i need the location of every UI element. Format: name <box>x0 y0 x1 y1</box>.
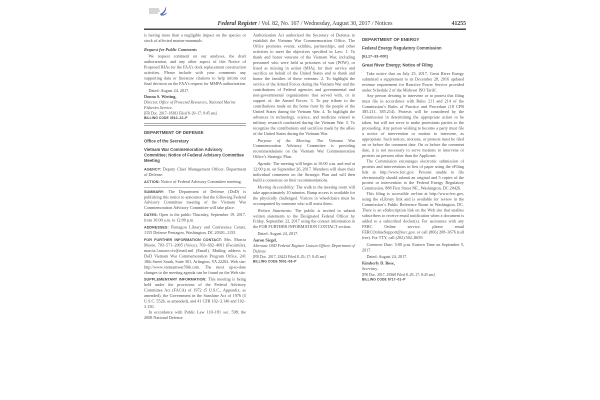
column-3 <box>362 33 464 284</box>
text-run: Vietnam War Commemoration Advisory Committee; Notice of Federal Advisory Committee Meeting <box>144 147 244 163</box>
signature-title <box>362 267 464 272</box>
section-label: FOR FURTHER INFORMATION CONTACT: <box>144 237 222 242</box>
section-label: ADDRESSES: <box>144 225 169 230</box>
text-run: Office of the Secretary <box>144 138 189 144</box>
column-1 <box>144 33 246 321</box>
text-run: Donna S. Wieting, <box>144 94 177 100</box>
billing-code <box>362 278 464 282</box>
federal-register-page <box>144 4 466 321</box>
column-2 <box>253 33 355 266</box>
labeled-paragraph <box>144 189 246 211</box>
paragraph <box>362 72 464 94</box>
text-run: Director, Office of Protected Resources, National Marine Fisheries Service. <box>144 100 236 110</box>
department-heading <box>144 130 246 135</box>
paragraph <box>362 192 464 241</box>
text-run: 5:00 p.m. Eastern Time on September 5, 2017. <box>362 242 465 253</box>
page-number: 41255 <box>451 20 466 27</box>
text-run: Great River Energy; Notice of Filing <box>362 62 433 68</box>
lead-paragraph <box>362 242 464 253</box>
lead-paragraph <box>253 138 355 160</box>
lead-paragraph <box>253 208 355 230</box>
text-run: In accordance with Public Law 110–181 sec. 598, the 2008 National Defense <box>144 309 246 320</box>
lead-paragraph <box>253 185 355 207</box>
text-run: Mrs. Marcia Moore, 703–571–2005 (Voice), 703–692–4691 (Facsimile), marcia.l.moore.civ@mail.mil (Email). Mailing address is DoD Vietnam War Commemoration Program Office, 241 18th Street South, Suite 301, Arlington, VA 22202. Web site: http://www.vietnamwar50th.com. The most up-to-date changes to the meeting agenda can be found on the Web site. <box>144 237 247 275</box>
docket-number <box>362 54 464 59</box>
lead-paragraph <box>253 162 355 184</box>
section-label: DATES: <box>144 212 158 218</box>
labeled-paragraph <box>144 179 246 184</box>
text-run: Notice of Federal Advisory Committee meeting. <box>160 179 242 184</box>
section-heading <box>144 47 246 53</box>
billing-code <box>253 260 355 264</box>
fr-doc-line <box>253 254 355 259</box>
text-run: We request comment on our analyses, the draft authorization, and any other aspect of this Notice of Proposed IHAs for the FAA’s dock replacement construction activities. Please include with your comments any supporting data or literature citations to help inform our final decision on the FAA’s request for MMPA authorization. <box>144 54 246 86</box>
text-run: The meeting will begin at 10:00 a.m. and end at 12:00 p.m. on September 26, 2017. Members will share their individual comments on the Strategic Plan and will then build a consensus on their recommendations. <box>253 161 355 183</box>
notice-title <box>144 147 246 163</box>
text-run: Alternate OSD Federal Register Liaison Officer, Department of Defense. <box>253 243 355 254</box>
paragraph <box>362 93 464 159</box>
agency-heading <box>362 45 464 50</box>
text-run: [FR Doc. 2017–18368 Filed 8–29–17; 8:45 am] <box>362 272 435 277</box>
dated-line <box>144 88 246 93</box>
text-run: Authorization Act authorized the Secretary of Defense to establish the Vietnam War Commemoration Office. The Office promotes events, exhibits, partnerships, and other activities to meet the objectives specified in Law: 1. To thank and honor veterans of the Vietnam War, including personnel who were held as prisoners of war (POW), or listed as missing in action (MIA), for their service and sacrifice on behalf of the United States and to thank and honor the families of these veterans. 2. To highlight the service of the Armed Forces during the Vietnam War and the contributions of Federal agencies and governmental and non-governmental organizations that served with, or in support of, the Armed Forces. 3. To pay tribute to the contributions made on the home front by the people of the United States during the Vietnam War. 4. To highlight the advances in technology, science, and medicine related to military research conducted during the Vietnam War. 5. To recognize the contributions and sacrifices made by the allies of the United States during the Vietnam War. <box>253 33 355 136</box>
labeled-paragraph <box>144 213 246 224</box>
paragraph-continuation <box>253 33 355 137</box>
text-run: Secretary. <box>362 266 378 272</box>
running-head <box>144 20 466 27</box>
text-run: Open to the public Thursday, September 19, 2017, from 10:00 a.m. to 12:00 p.m. <box>144 212 246 223</box>
italic-lead: Purpose of the Meeting: <box>257 138 312 143</box>
section-label: SUMMARY: <box>144 189 165 194</box>
text-run: BILLING CODE 6717–01–P <box>362 277 406 282</box>
text-run: [FR Doc. 2017–18423 Filed 8–29–17; 8:45 am] <box>253 254 326 259</box>
signature-title <box>253 244 355 254</box>
text-run: BILLING CODE 5001–06–P <box>253 259 297 264</box>
document-separator <box>144 123 246 126</box>
text-run: is having more than a negligible impact on the species or stock of affected marine mammals. <box>144 33 246 43</box>
signature-title <box>144 100 246 110</box>
text-run: Deputy Chief Management Officer, Department of Defense. <box>144 166 247 177</box>
text-run: [EL17–33–000] <box>362 54 388 59</box>
text-run: This filing is accessible on-line at http://www.ferc.gov, using the eLibrary link and is available for review in the Commission’s Public Reference Room in Washington, DC. There is an eSubscription link on the Web site that enables subscribers to receive email notification when a document is added to a subscribed docket(s). For assistance with any FERC Online service, please email FERCOnlineSupport@ferc.gov, or call (866) 208–3676 (toll free). For TTY, call (202) 502–8659. <box>362 191 464 240</box>
section-label: ACTION: <box>144 179 160 184</box>
header-rule <box>144 29 466 31</box>
italic-lead: Meeting Accessibility: <box>257 184 295 190</box>
text-run: The Commission encourages electronic submission of protests and interventions in lieu of paper using the eFiling link at http://www.ferc.gov. Persons unable to file electronically should submit an original and 5 copies of the protest or intervention to the Federal Energy Regulatory Commission, 888 First Street NE., Washington, DC 20426. <box>362 158 464 191</box>
labeled-paragraph <box>144 237 246 275</box>
text-run: Pentagon Library and Conference Center, 1155 Defense Pentagon, Washington, DC 20301–1155. <box>144 225 246 236</box>
paragraph-continuation <box>144 33 246 44</box>
text-run: DEPARTMENT OF DEFENSE <box>144 129 204 135</box>
labeled-paragraph <box>144 167 246 178</box>
text-run: Kimberly D. Bose, <box>362 261 395 266</box>
text-columns <box>144 33 466 321</box>
italic-lead: Comment Date: <box>366 242 394 247</box>
journal-title: Federal Register <box>217 20 258 27</box>
text-run: Dated: August 24, 2017. <box>366 254 408 260</box>
paragraph <box>144 54 246 87</box>
section-rule <box>144 187 246 188</box>
labeled-paragraph <box>144 277 246 310</box>
text-run: Federal Energy Regulatory Commission <box>362 45 442 51</box>
text-run: BILLING CODE 3510–22–P <box>144 116 188 121</box>
text-run: Dated: August 24, 2017. <box>257 231 299 237</box>
labeled-paragraph <box>144 225 246 236</box>
dated-line <box>362 255 464 260</box>
text-run: Dated: August 24, 2017. <box>148 88 190 93</box>
header-logo-row <box>144 4 466 19</box>
text-run: This meeting is being held under the provisions of the Federal Advisory Committee Act (FACA) of 1972 (5 U.S.C., Appendix, as amended), the Government in the Sunshine Act of 1976 (5 U.S.C. 552b, as amended), and 41 CFR 102–3.140 and 102–3.150. <box>144 277 247 310</box>
paragraph <box>144 310 246 321</box>
paragraph <box>362 159 464 192</box>
text-run: The walk to the meeting room will take approximately 10 minutes. Ramp access is available for the physically challenged. Visitors in wheelchairs must be accompanied by someone who will assist them. <box>253 184 355 206</box>
department-heading <box>362 37 464 42</box>
federal-register-logo-icon <box>148 5 172 21</box>
italic-lead: Agenda: <box>257 161 272 167</box>
text-run: The Vietnam War Commemoration Advisory Committee is providing recommendations on the Vietnam War Commemoration Office’s Strategic Plan. <box>253 138 355 160</box>
header-citation: / Vol. 82, No. 167 / Wednesday, August 30, 2017 / Notices <box>257 20 393 27</box>
text-run: DEPARTMENT OF ENERGY <box>362 37 420 42</box>
notice-title <box>362 63 464 68</box>
billing-code <box>144 117 246 121</box>
fr-doc-line <box>362 272 464 277</box>
text-run: Request for Public Comments <box>144 46 197 52</box>
text-run: The public is invited to submit written statements to the Designated Federal Officer by Friday, September 22, 2017 using the contact information in the FOR FURTHER INFORMATION CONTACT section. <box>253 208 355 230</box>
agency-heading <box>144 138 246 143</box>
italic-lead: Written Statements: <box>257 208 293 213</box>
fr-doc-line <box>144 111 246 116</box>
dated-line <box>253 232 355 237</box>
section-label: SUPPLEMENTARY INFORMATION: <box>144 277 207 282</box>
text-run: The Department of Defense (DoD) is publishing this notice to announce that the following Federal Advisory Committee meeting of the Vietnam War Commemoration Advisory Committee will take place. <box>144 189 246 211</box>
text-run: Take notice that on July 25, 2017, Great River Energy submitted a supplement to its December 28, 2016 updated revenue requirement for Reactive Power Service provided under Schedule 2 of the Midwest ISO Tariff. <box>362 71 464 93</box>
text-run: Aaron Siegel, <box>253 238 277 243</box>
section-label: AGENCY: <box>144 166 162 172</box>
text-run: Any person desiring to intervene or to protest this filing must file in accordance with Rules 211 and 214 of the Commission’s Rules of Practice and Procedure (18 CFR 385.211, 385.214). Protests will be considered by the Commission in determining the appropriate action to be taken, but will not serve to make protestants parties to the proceeding. Any person wishing to become a party must file a notice of intervention or motion to intervene, as appropriate. Such notices, motions, or protests must be filed on or before the comment date. On or before the comment date, it is not necessary to serve motions to intervene or protests on persons other than the Applicant. <box>362 93 464 158</box>
text-run: [FR Doc. 2017–18383 Filed 8–29–17; 8:45 am] <box>144 111 217 116</box>
